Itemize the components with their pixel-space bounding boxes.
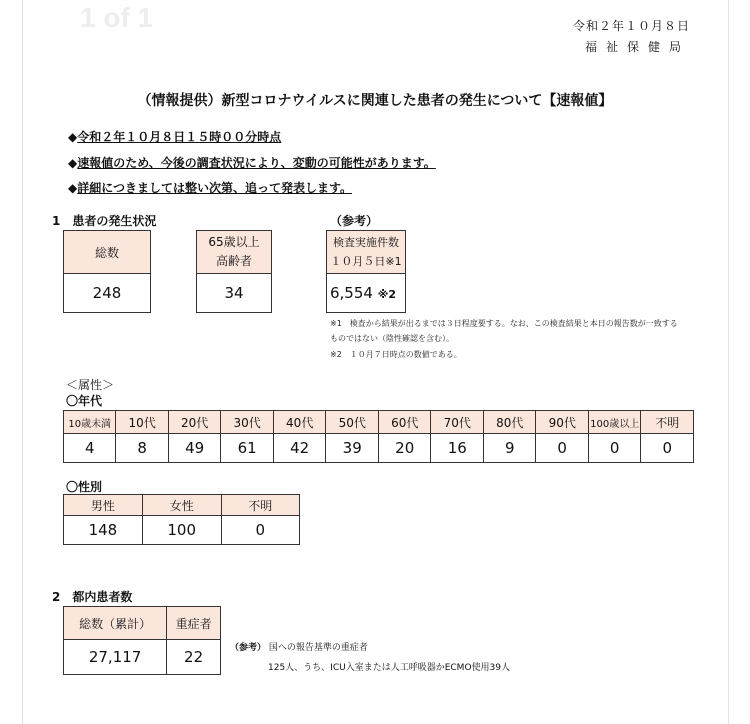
note-line: ※1 検査から結果が出るまでは３日程度要する。なお、この検査結果と本日の報告数が一致する <box>330 319 678 328</box>
tests-value-cell <box>327 274 406 313</box>
cumulative-label: 総数（累計） <box>64 607 167 640</box>
age-heading: 〇年代 <box>66 394 103 408</box>
gender-value: 100 <box>142 516 221 545</box>
elderly-label-line2: 高齢者 <box>215 254 252 268</box>
age-label: 90代 <box>536 411 588 434</box>
gender-value-row <box>64 516 300 545</box>
document-title: （情報提供）新型コロナウイルスに関連した患者の発生について【速報値】 <box>137 93 613 109</box>
age-label: 10歳未満 <box>64 411 116 434</box>
age-label: 40代 <box>273 411 326 434</box>
age-value: 9 <box>484 434 536 463</box>
age-label: 不明 <box>641 411 694 434</box>
bullet-preliminary <box>68 154 436 171</box>
age-value-row <box>64 434 694 463</box>
elderly-label-line1: 65歳以上 <box>208 235 260 249</box>
age-label: 100歳以上 <box>588 411 641 434</box>
header-department: 福祉保健局 <box>584 40 690 54</box>
bullet-text: 速報値のため、今後の調査状況により、変動の可能性があります。 <box>77 156 436 170</box>
bullet-text: 令和２年１０月８日１５時００分時点 <box>77 130 282 144</box>
tests-label <box>327 231 406 274</box>
age-value: 42 <box>273 434 326 463</box>
age-label: 70代 <box>431 411 484 434</box>
age-value: 8 <box>116 434 168 463</box>
bullet-mark: ◆ <box>68 130 78 144</box>
gender-label: 男性 <box>64 495 143 516</box>
total-value: 248 <box>64 274 151 313</box>
bullet-details <box>68 179 352 196</box>
age-value: 20 <box>378 434 431 463</box>
age-label: 80代 <box>484 411 536 434</box>
age-value: 4 <box>64 434 116 463</box>
age-label: 20代 <box>168 411 221 434</box>
age-value: 0 <box>641 434 694 463</box>
patients-table <box>63 606 221 675</box>
total-label: 総数 <box>64 231 151 274</box>
elderly-label <box>197 231 272 274</box>
tests-value: 6,554 <box>330 284 373 302</box>
age-value: 39 <box>326 434 379 463</box>
bullet-text: 詳細につきましては整い次第、追って発表します。 <box>77 181 353 195</box>
tests-label-line2: １０月５日※1 <box>330 255 402 268</box>
section1-heading: 1 患者の発生状況 <box>52 214 157 228</box>
patients-reference-label: （参考） <box>230 643 267 653</box>
gender-label: 女性 <box>142 495 221 516</box>
severe-label: 重症者 <box>167 607 221 640</box>
tests-table <box>326 230 406 313</box>
note-2: ※2 １０月７日時点の数値である。 <box>330 350 462 359</box>
patients-reference <box>230 640 368 653</box>
attributes-heading: ＜属性＞ <box>66 378 115 392</box>
patients-reference-line2: 125人、うち、ICU入室または人工呼吸器かECMO使用39人 <box>268 663 510 673</box>
age-value: 16 <box>431 434 484 463</box>
age-table <box>63 410 694 463</box>
age-value: 0 <box>536 434 588 463</box>
age-label: 60代 <box>378 411 431 434</box>
age-value: 49 <box>168 434 221 463</box>
cumulative-value: 27,117 <box>64 640 167 675</box>
age-label: 30代 <box>221 411 274 434</box>
page-counter: 1 of 1 <box>80 2 154 33</box>
gender-label: 不明 <box>221 495 299 516</box>
total-table <box>63 230 151 313</box>
note-1 <box>330 318 678 345</box>
bullet-mark: ◆ <box>68 181 78 195</box>
age-header-row <box>64 411 694 434</box>
reference-heading: （参考） <box>330 214 379 228</box>
gender-value: 0 <box>221 516 299 545</box>
age-label: 50代 <box>326 411 379 434</box>
age-label: 10代 <box>116 411 168 434</box>
severe-value: 22 <box>167 640 221 675</box>
gender-heading: 〇性別 <box>66 480 103 494</box>
gender-header-row <box>64 495 300 516</box>
patients-header-row <box>64 607 221 640</box>
patients-value-row <box>64 640 221 675</box>
bullet-mark: ◆ <box>68 156 78 170</box>
section2-heading: 2 都内患者数 <box>52 590 133 604</box>
age-value: 0 <box>588 434 641 463</box>
gender-value: 148 <box>64 516 143 545</box>
patients-reference-line1: 国への報告基準の重症者 <box>268 643 368 653</box>
elderly-value: 34 <box>197 274 272 313</box>
tests-mark: ※2 <box>377 288 397 301</box>
gender-table <box>63 494 300 545</box>
age-value: 61 <box>221 434 274 463</box>
header-date: 令和２年１０月８日 <box>572 19 690 33</box>
tests-label-line1: 検査実施件数 <box>333 236 399 249</box>
bullet-timestamp <box>68 128 281 145</box>
note-line: ものではない（陰性確認を含む）。 <box>330 334 454 343</box>
elderly-table <box>196 230 272 313</box>
